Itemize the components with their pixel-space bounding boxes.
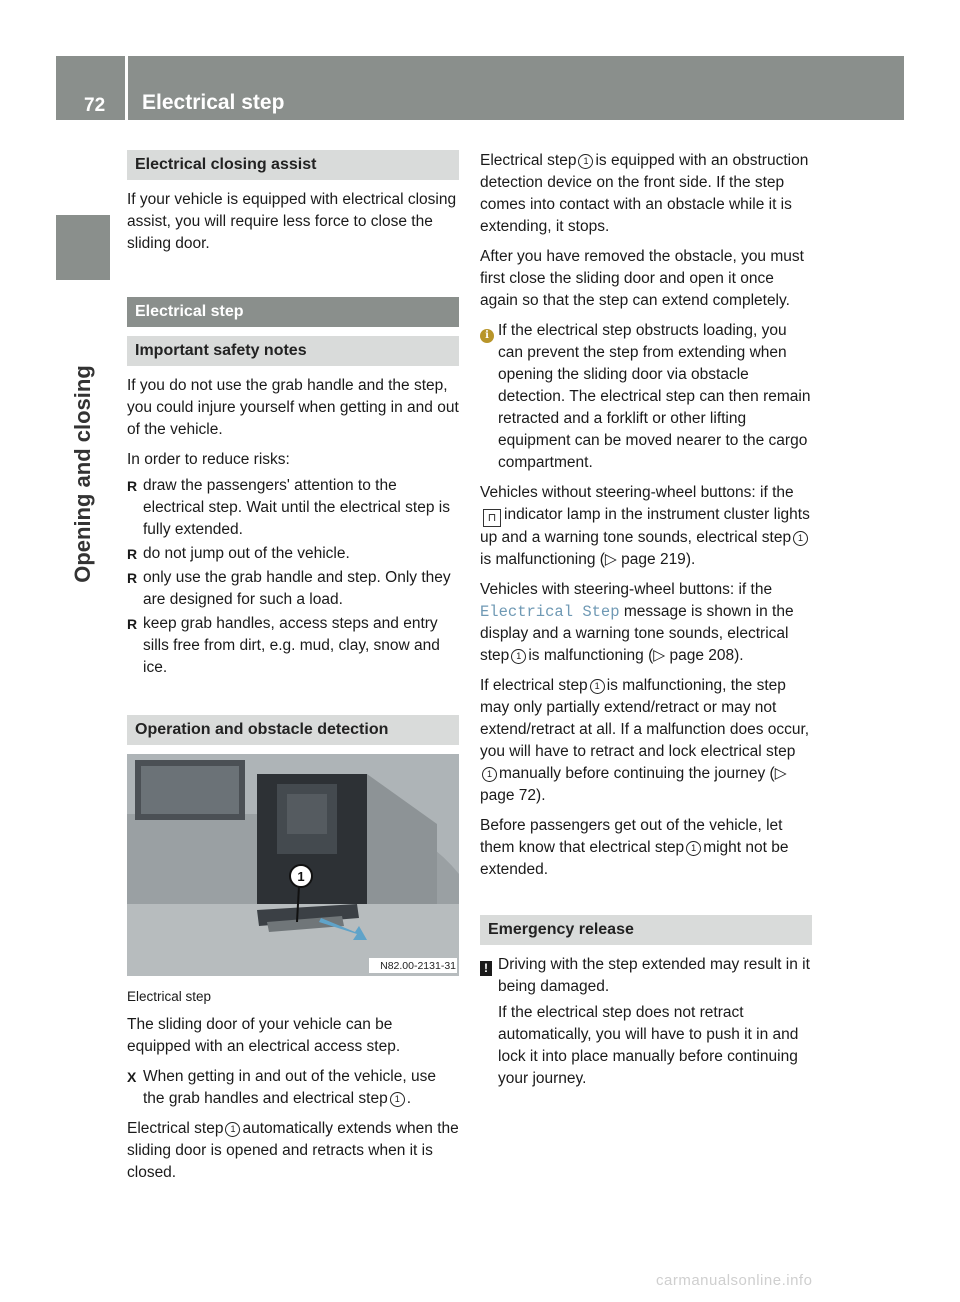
- chapter-side-label: Opening and closing: [70, 365, 95, 583]
- right-column: [480, 150, 812, 1098]
- list-item: R keep grab handles, access steps and entry sills free from dirt, e.g. mud, clay, snow and ice.: [127, 615, 440, 676]
- electrical-step-figure: [127, 754, 459, 976]
- side-tab: [56, 215, 110, 280]
- bullet-marker: R: [127, 546, 138, 562]
- callout-1-icon: 1: [793, 531, 808, 546]
- display-message: Electrical Step: [480, 603, 620, 621]
- list-item: R do not jump out of the vehicle.: [127, 543, 459, 565]
- info-icon: i: [480, 329, 494, 343]
- bullet-marker: R: [127, 616, 138, 632]
- page-ref[interactable]: page 219: [621, 551, 686, 568]
- operation-text-1: The sliding door of your vehicle can be equipped with an electrical access step.: [127, 1016, 401, 1055]
- page-ref[interactable]: page 72: [480, 787, 537, 804]
- warning-note: [480, 954, 812, 1090]
- warning-text-1: Driving with the step extended may result in it being damaged.: [498, 956, 810, 995]
- safety-text-2: In order to reduce risks:: [127, 451, 290, 468]
- page-title: Electrical step: [142, 91, 285, 114]
- operation-heading: Operation and obstacle detection: [127, 715, 459, 745]
- instruction-item: X When getting in and out of the vehicle, use the grab handles and electrical step 1 .: [127, 1068, 436, 1107]
- with-buttons-text: Vehicles with steering-wheel buttons: if the Electrical Step message is shown in the display and a warning tone sounds, electrical step 1 is malfunctioning (▷ page 208).: [480, 581, 794, 664]
- safety-text-1: If you do not use the grab handle and the step, you could injure yourself when getting in and out of the vehicle.: [127, 377, 459, 438]
- arrow-icon: ▷: [653, 647, 666, 664]
- passengers-text: Before passengers get out of the vehicle, let them know that electrical step 1 might not be extended.: [480, 817, 789, 878]
- bullet-marker: R: [127, 570, 138, 586]
- warning-text-2: If the electrical step does not retract automatically, you will have to push it in and lock it into place manually before continuing your journey.: [498, 1004, 799, 1087]
- page-number: 72: [84, 95, 106, 116]
- arrow-icon: ▷: [774, 765, 787, 782]
- list-item: R draw the passengers' attention to the electrical step. Wait until the electrical step is fully extended.: [127, 477, 450, 538]
- figure-callout: 1: [297, 869, 305, 884]
- obstruction-text: Electrical step 1 is equipped with an obstruction detection device on the front side. If the step comes into contact with an obstacle while it is extending, it stops.: [480, 152, 809, 235]
- callout-1-icon: 1: [590, 679, 605, 694]
- callout-1-icon: 1: [686, 841, 701, 856]
- figure-code: N82.00-2131-31: [380, 960, 456, 972]
- malfunction-text: If electrical step 1 is malfunctioning, the step may only partially extend/retract or may not extend/retract at all. If a malfunction does occur, you will have to retract and lock electrical step1 manually before continuing the journey (▷ page 72).: [480, 677, 810, 804]
- watermark: carmanualsonline.info: [656, 1272, 813, 1289]
- closing-assist-heading: Electrical closing assist: [127, 150, 459, 180]
- operation-text-2: Electrical step 1 automatically extends when the sliding door is opened and retracts when it is closed.: [127, 1120, 459, 1181]
- header-divider: [125, 56, 128, 120]
- no-buttons-text: Vehicles without steering-wheel buttons: if the⊓ indicator lamp in the instrument cluster lights up and a warning tone sounds, electrical step 1is malfunctioning (▷ page 219).: [480, 484, 810, 568]
- left-column: [127, 150, 459, 1192]
- list-item: R only use the grab handle and step. Only they are designed for such a load.: [127, 569, 451, 608]
- electrical-step-heading: Electrical step: [127, 297, 459, 327]
- callout-1-icon: 1: [390, 1092, 405, 1107]
- callout-1-icon: 1: [511, 649, 526, 664]
- callout-1-icon: 1: [578, 154, 593, 169]
- instruction-marker: X: [127, 1069, 137, 1085]
- emergency-heading: Emergency release: [480, 915, 812, 945]
- arrow-icon: ▷: [604, 551, 617, 568]
- callout-1-icon: 1: [482, 767, 497, 782]
- bullet-marker: R: [127, 478, 138, 494]
- callout-1-icon: 1: [225, 1122, 240, 1137]
- step-indicator-lamp-icon: ⊓: [483, 509, 501, 527]
- info-note: i If the electrical step obstructs loading, you can prevent the step from extending when opening the sliding door via obstacle detection. The electrical step can then remain retracted and a forklift or other lifting equipment can be moved nearer to the cargo compartment.: [480, 320, 812, 474]
- safety-notes-heading: Important safety notes: [127, 336, 459, 366]
- after-removal-text: After you have removed the obstacle, you must first close the sliding door and open it once again so that the step can extend completely.: [480, 248, 804, 309]
- page-ref[interactable]: page 208: [669, 647, 735, 664]
- figure-caption: Electrical step: [127, 989, 212, 1004]
- warning-icon: !: [480, 961, 492, 976]
- closing-assist-text: If your vehicle is equipped with electrical closing assist, you will require less force to close the sliding door.: [127, 191, 457, 252]
